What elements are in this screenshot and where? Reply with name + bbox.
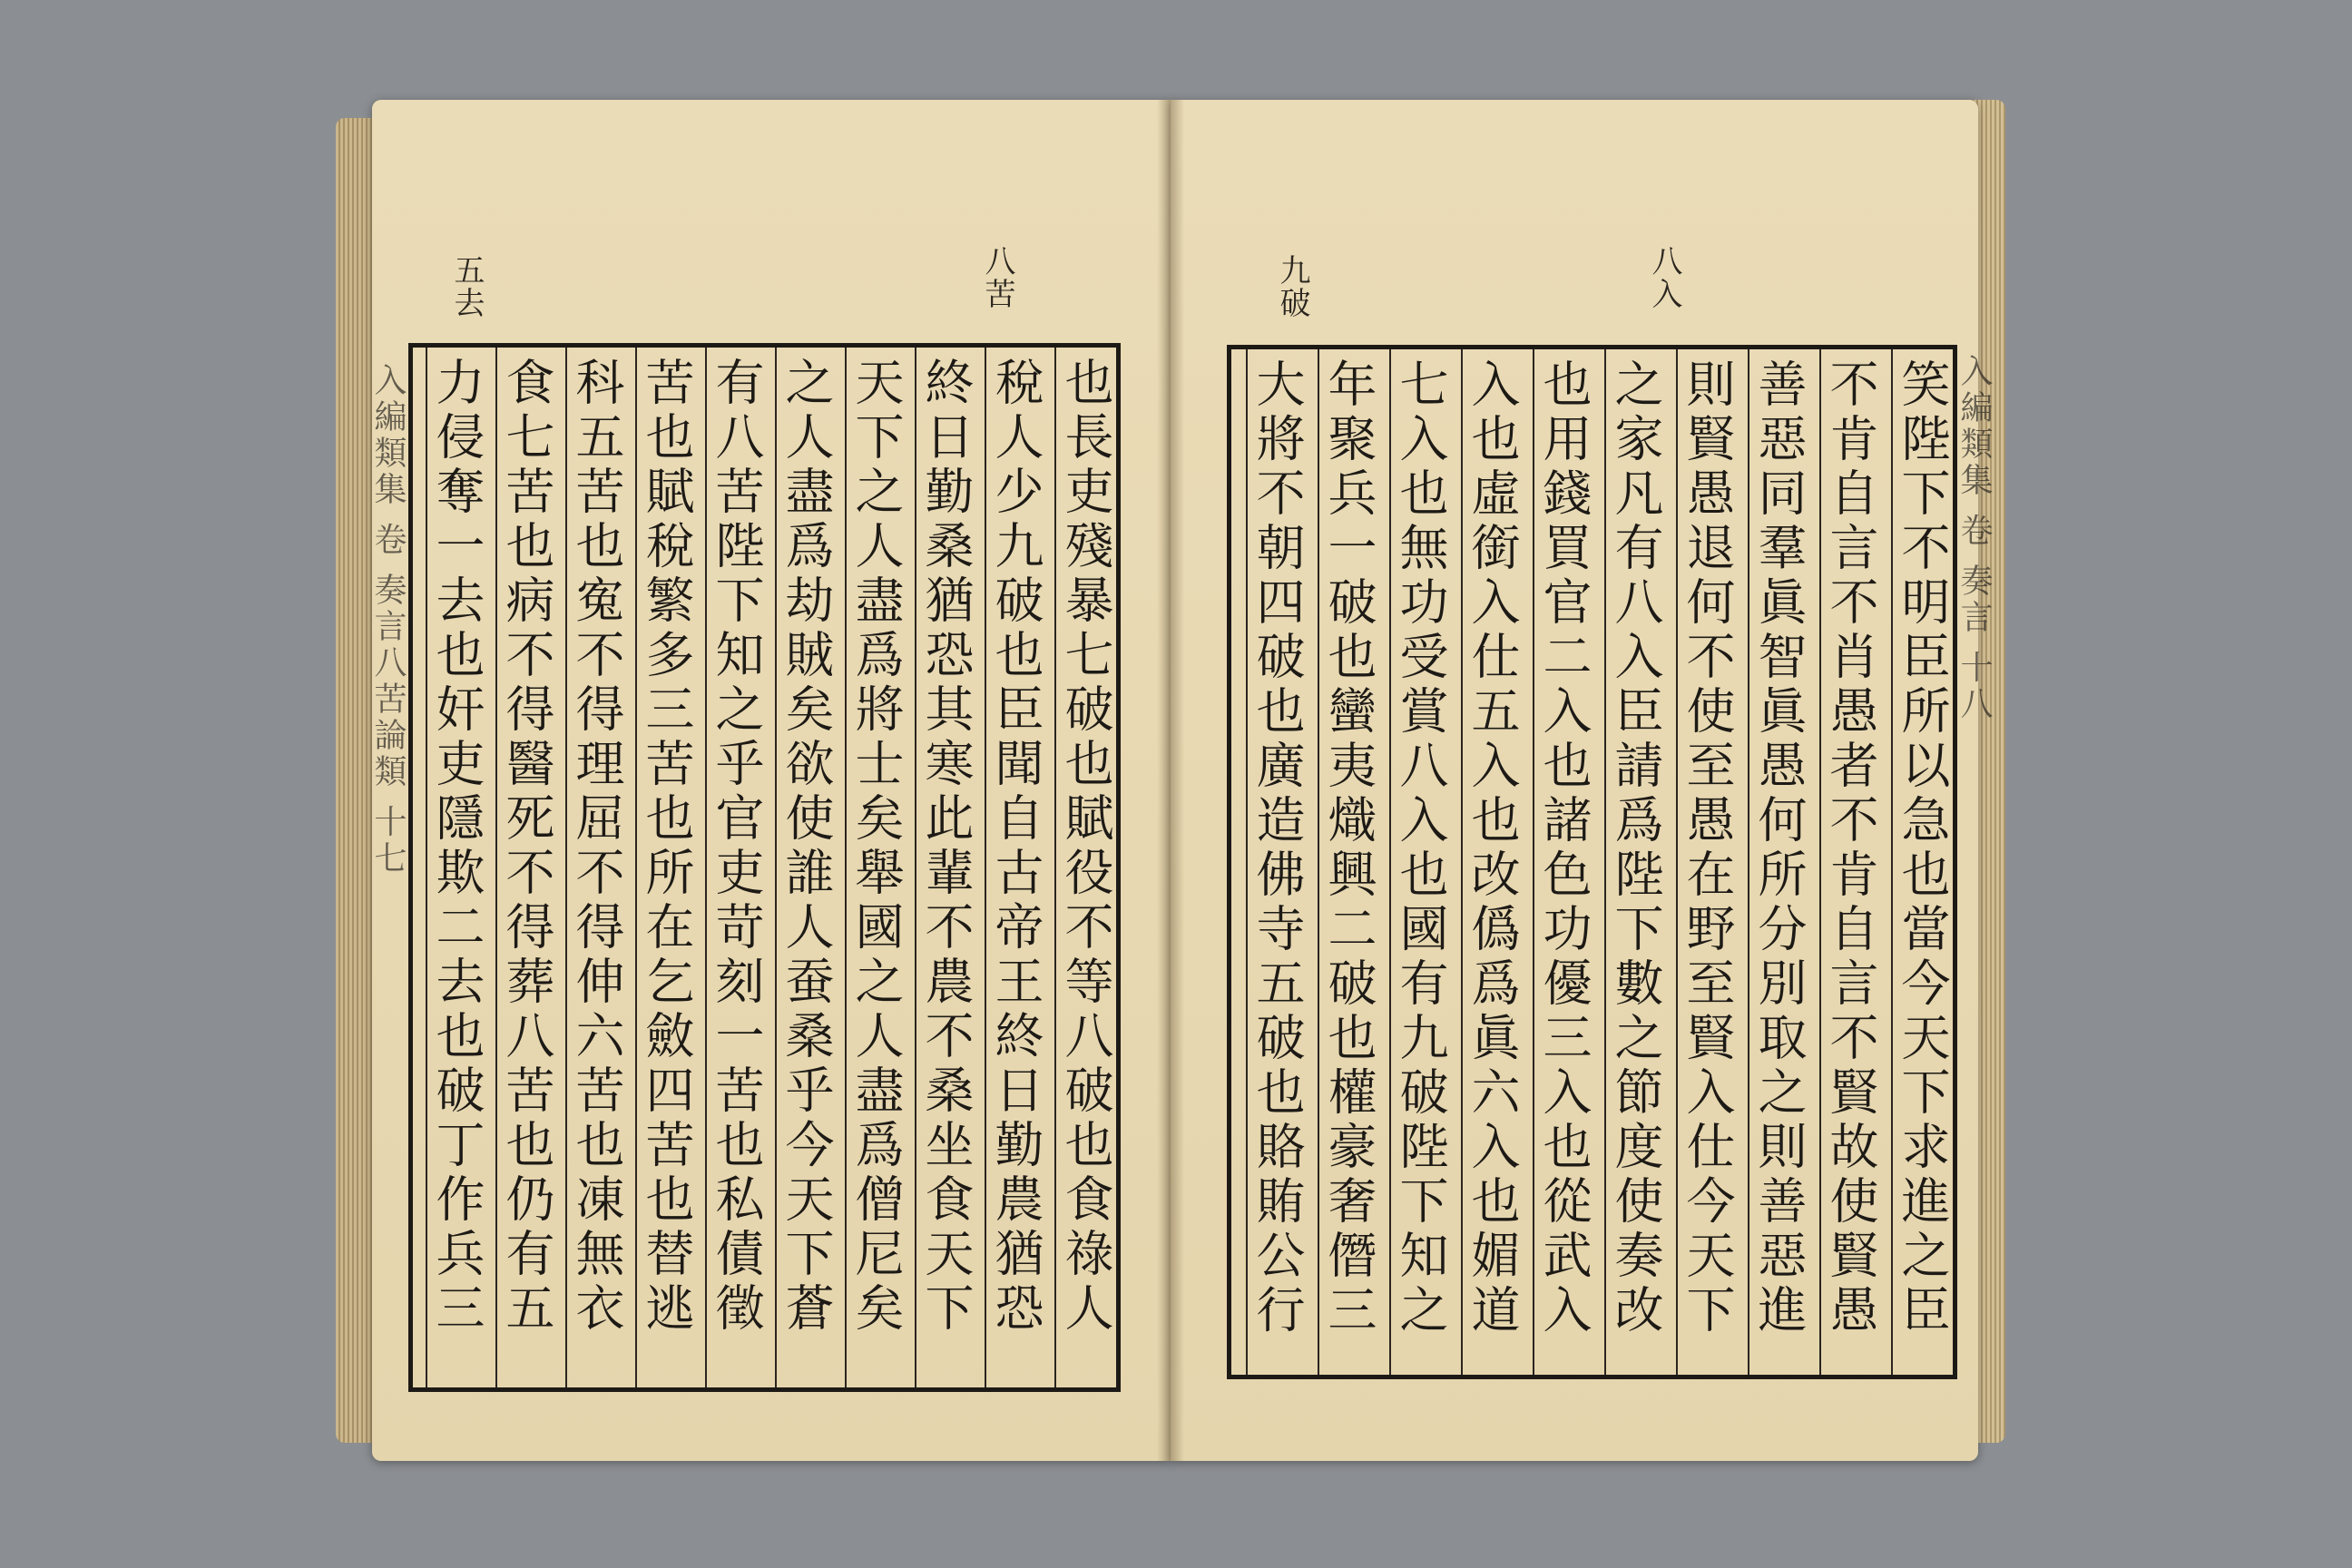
left-head-main: 八苦 [979,245,1015,310]
right-margin-title: 入編類集 卷 奏言 十八 [1955,354,1993,723]
left-column-9: 食七苦也病不得醫死不得葬八苦也仍有五 [495,348,557,1387]
right-column-10: 大將不朝四破也廣造佛寺五破也賂賄公行 [1246,349,1308,1375]
right-column-3: 善惡同羣眞智眞愚何所分別取之則善惡進 [1748,349,1809,1375]
left-page [369,100,1171,1461]
right-column-5: 之家凡有八入臣請爲陛下數之節度使奏改 [1604,349,1666,1375]
left-column-7: 苦也賦稅繁多三苦也所在乞斂四苦也替逃 [635,348,697,1387]
open-book [336,91,2005,1479]
left-column-1: 也長吏殘暴七破也賦役不等八破也食祿人 [1054,348,1116,1387]
book-gutter [1157,100,1184,1461]
left-column-6: 有八苦陛下知之乎官吏苛刻一苦也私債徵 [705,348,767,1387]
right-column-6: 也用錢買官二入也諸色功優三入也從武入 [1533,349,1594,1375]
left-column-10: 力侵奪一去也奸吏隱欺二去也破丁作兵三 [426,348,487,1387]
left-column-2: 稅人少九破也臣聞自古帝王終日勤農猶恐 [985,348,1046,1387]
left-text-frame [408,343,1121,1392]
right-column-4: 則賢愚退何不使至愚在野至賢入仕今天下 [1676,349,1738,1375]
right-column-7: 入也虛銜入仕五入也改僞爲眞六入也媚道 [1461,349,1523,1375]
left-head-sub: 五去 [448,254,485,319]
left-column-8: 科五苦也寃不得理屈不得伸六苦也凍無衣 [565,348,627,1387]
left-column-3: 終日勤桑猶恐其寒此輩不農不桑坐食天下 [915,348,976,1387]
right-head-main: 八入 [1646,245,1682,310]
left-column-4: 天下之人盡爲將士矣舉國之人盡爲僧尼矣 [845,348,906,1387]
right-page [1171,100,1993,1461]
left-margin-title: 入編類集 卷 奏言八苦論類 十七 [369,363,407,877]
left-column-5: 之人盡爲劫賊矣欲使誰人蚕桑乎今天下蒼 [775,348,837,1387]
right-text-frame [1227,345,1957,1379]
right-column-9: 年聚兵一破也蠻夷熾興二破也權豪奢僭三 [1318,349,1379,1375]
right-column-1: 笑陛下不明臣所以急也當今天下求進之臣 [1891,349,1953,1375]
right-column-8: 七入也無功受賞八入也國有九破陛下知之 [1389,349,1451,1375]
right-head-sub: 九破 [1274,254,1310,319]
right-column-2: 不肯自言不肖愚者不肯自言不賢故使賢愚 [1819,349,1881,1375]
